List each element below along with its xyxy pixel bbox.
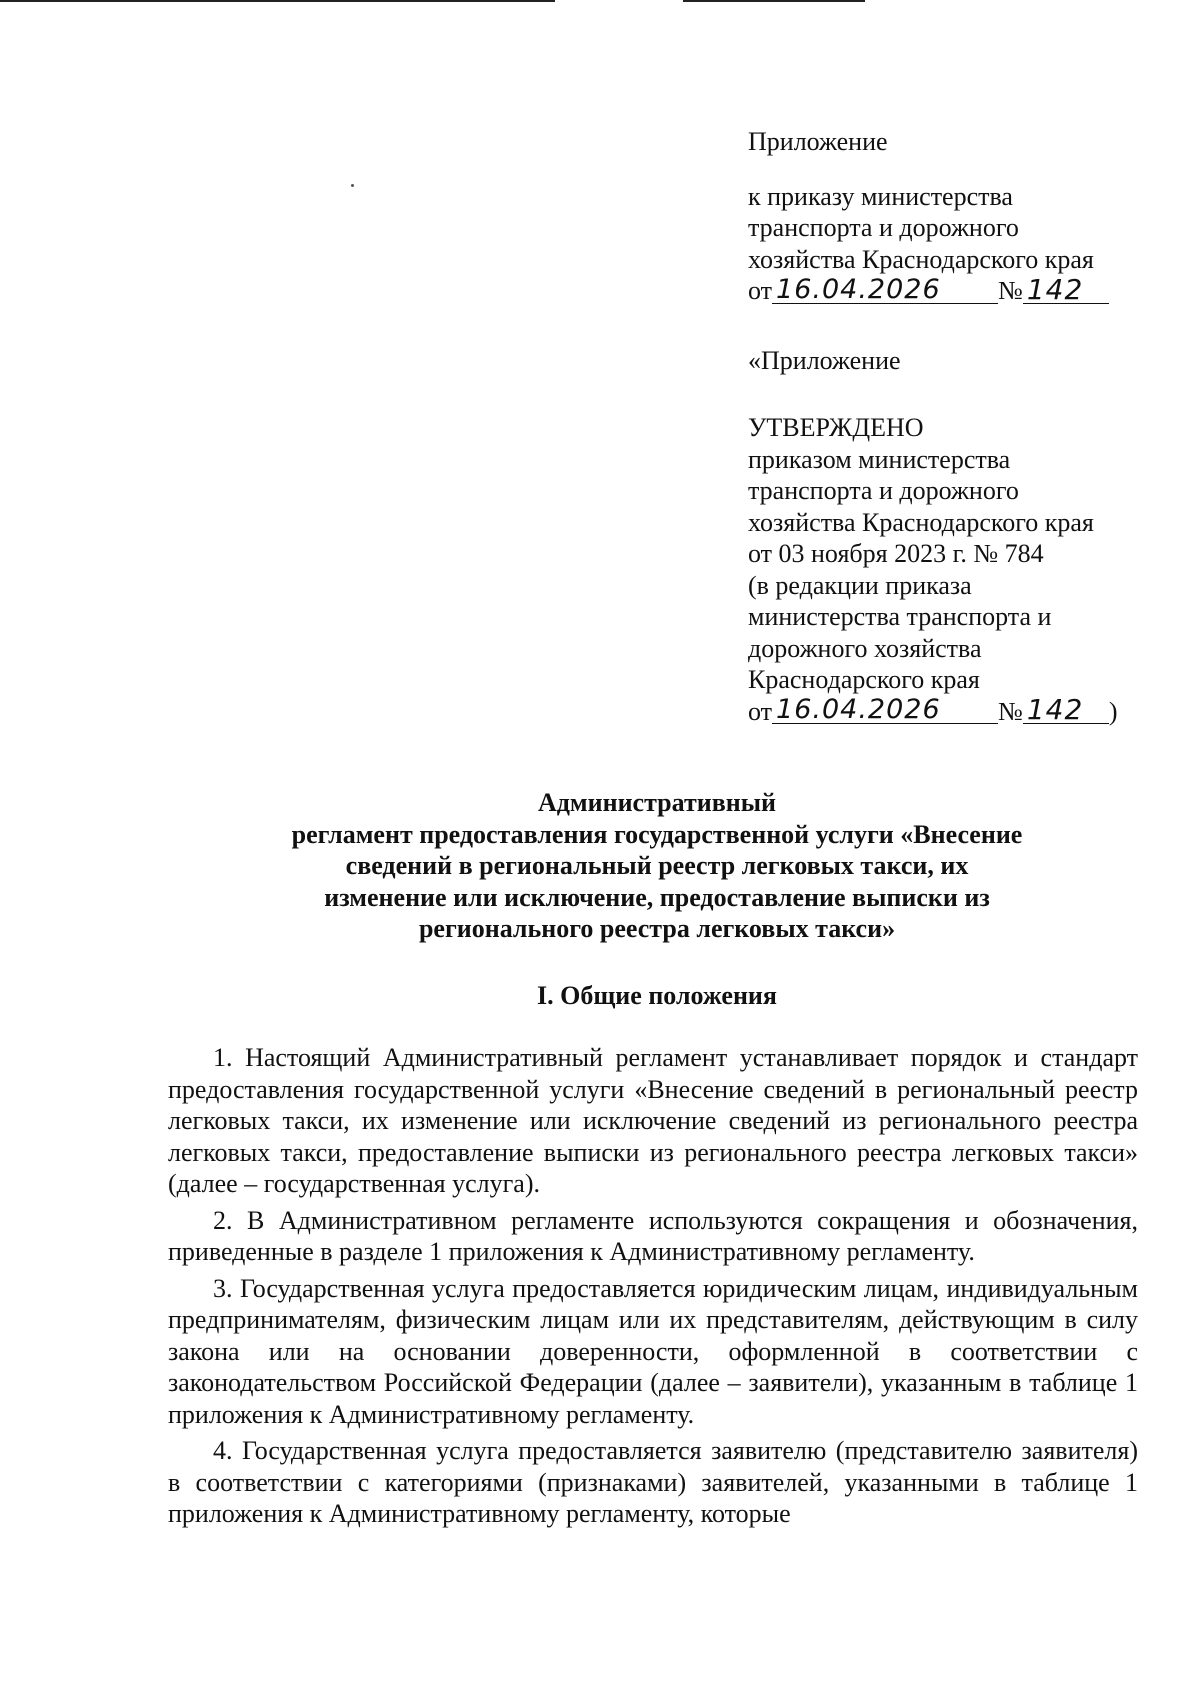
number-sign: №: [998, 276, 1023, 305]
paragraph: 4. Государственная услуга предоставляется заявителю (представителю заявителя) в соответствии с категориями (признаками) заявителей, указанными в таблице 1 приложения к Административному регламенту, которые: [168, 1436, 1138, 1528]
approved-label: УТВЕРЖДЕНО: [748, 413, 924, 442]
paragraph: 3. Государственная услуга предоставляется юридическим лицам, индивидуальным предпринимателям, физическим лицам или их представителям, действующим в силу закона или на основании доверенности, оформленной в соответствии с законодательством Российской Федерации (далее – заявители), указанным в таблице 1 приложения к Административному регламенту.: [168, 1273, 1138, 1429]
scan-artifact-line: [683, 0, 865, 2]
scan-speck: [351, 184, 354, 187]
handwritten-date: 16.04.2026: [772, 277, 998, 304]
scan-artifact-line: [0, 0, 555, 2]
approval-line: дорожного хозяйства: [748, 633, 982, 663]
appendix-label: Приложение: [748, 127, 888, 156]
order-date-line: [748, 272, 1168, 307]
approval-line: министерства транспорта и: [748, 602, 1052, 631]
title-line: сведений в региональный реестр легковых такси, их: [345, 851, 969, 880]
order-line: к приказу министерства: [748, 181, 1013, 211]
title-line: регионального реестра легковых такси»: [418, 914, 896, 943]
date-prefix: от: [748, 276, 773, 305]
body-text: [168, 1042, 1138, 1535]
approval-date-line: [748, 693, 1168, 728]
title-line: регламент предоставления государственной услуги «Внесение: [291, 819, 1023, 849]
order-line: транспорта и дорожного: [748, 213, 1019, 242]
number-sign: №: [998, 696, 1023, 726]
approval-line: приказом министерства: [748, 444, 1011, 474]
handwritten-number: 142: [1023, 697, 1109, 724]
title-line: изменение или исключение, предоставление выписки из: [324, 882, 990, 912]
order-line: хозяйства Краснодарского края: [748, 244, 1094, 274]
approval-appendix-label: «Приложение: [748, 345, 901, 375]
approval-line: от 03 ноября 2023 г. № 784: [748, 539, 1044, 568]
date-prefix: от: [748, 696, 773, 726]
paragraph: 2. В Административном регламенте используются сокращения и обозначения, приведенные в разделе 1 приложения к Административному регламенту.: [168, 1205, 1138, 1266]
appendix-header: [748, 126, 1168, 727]
section-title: I. Общие положения: [537, 981, 777, 1010]
approval-line: Краснодарского края: [748, 665, 980, 694]
document-title: [168, 787, 1146, 945]
handwritten-date: 16.04.2026: [772, 697, 998, 724]
approval-line: транспорта и дорожного: [748, 476, 1019, 505]
approval-line: (в редакции приказа: [748, 570, 972, 600]
title-line: Административный: [537, 788, 777, 817]
approval-line: хозяйства Краснодарского края: [748, 507, 1094, 537]
paragraph: 1. Настоящий Административный регламент устанавливает порядок и стандарт предоставления государственной услуги «Внесение сведений в региональный реестр легковых такси, их изменение или исключение сведений из регионального реестра легковых такси, предоставление выписки из регионального реестра легковых такси» (далее – государственная услуга).: [168, 1043, 1138, 1198]
handwritten-number: 142: [1023, 277, 1109, 304]
closing-parenthesis: ): [1108, 696, 1118, 726]
